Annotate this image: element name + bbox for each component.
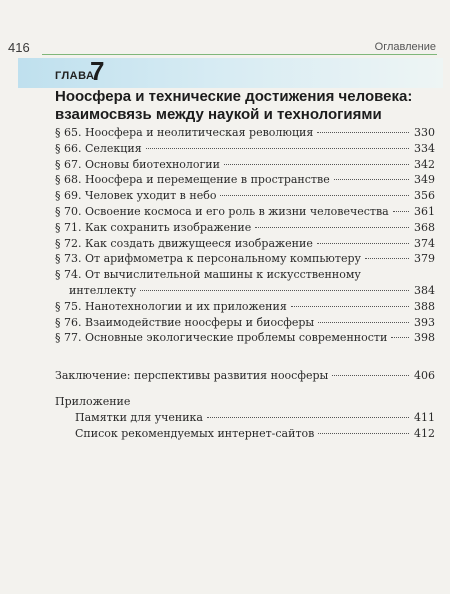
- toc-entry-label: § 71. Как сохранить изображение: [55, 220, 252, 234]
- appendix-title: Приложение: [55, 394, 131, 408]
- leader-dots: [140, 290, 409, 291]
- toc-entry-label: § 68. Ноосфера и перемещение в пространстве: [55, 173, 330, 187]
- toc-entry[interactable]: [55, 157, 435, 173]
- leader-dots: [318, 322, 409, 323]
- toc-entry[interactable]: [55, 410, 435, 426]
- leader-dots: [224, 164, 409, 165]
- leader-dots: [334, 179, 409, 180]
- chapter-label: ГЛАВА: [55, 70, 95, 82]
- toc-entry[interactable]: [55, 188, 435, 204]
- leader-dots: [317, 132, 409, 133]
- page-number: 416: [8, 40, 30, 55]
- leader-dots: [220, 195, 409, 196]
- toc-entry-page: 384: [414, 283, 435, 297]
- toc-conclusion[interactable]: [55, 368, 435, 384]
- toc-entry[interactable]: [55, 299, 435, 315]
- toc-entry[interactable]: [55, 220, 435, 236]
- toc-entry-page: 398: [414, 331, 435, 345]
- leader-dots: [365, 258, 409, 259]
- toc-entry[interactable]: [55, 172, 435, 188]
- toc-entry[interactable]: [55, 251, 435, 267]
- section-title: Оглавление: [374, 41, 436, 53]
- leader-dots: [332, 375, 409, 376]
- toc-entry[interactable]: [55, 141, 435, 157]
- toc-entry-page: 361: [414, 204, 435, 218]
- toc-entry-label: Памятки для ученика: [75, 410, 203, 424]
- toc-entry-label: Заключение: перспективы развития ноосферы: [55, 369, 329, 383]
- toc-entry-page: 379: [414, 252, 435, 266]
- leader-dots: [393, 211, 409, 212]
- toc-entry-page: 393: [414, 315, 435, 329]
- header-divider: [42, 54, 437, 55]
- toc-entry-label: § 73. От арифмометра к персональному компьютеру: [55, 252, 361, 266]
- leader-dots: [255, 227, 409, 228]
- toc-entry-page: 334: [414, 141, 435, 155]
- toc-entry-page: 412: [414, 426, 435, 440]
- toc-entry-page: 388: [414, 299, 435, 313]
- toc-entry-label: § 67. Основы биотехнологии: [55, 157, 220, 171]
- toc-entry-page: 342: [414, 157, 435, 171]
- toc-entry-label: § 75. Нанотехнологии и их приложения: [55, 299, 287, 313]
- toc-entry[interactable]: [55, 330, 435, 346]
- toc-entry-label: § 69. Человек уходит в небо: [55, 189, 217, 203]
- toc-entry-label: § 66. Селекция: [55, 141, 142, 155]
- leader-dots: [146, 148, 409, 149]
- leader-dots: [291, 306, 409, 307]
- toc-entry-label: Список рекомендуемых интернет-сайтов: [75, 426, 315, 440]
- toc-entry-label: § 65. Ноосфера и неолитическая революция: [55, 126, 314, 139]
- toc-entry-page: 330: [414, 126, 435, 139]
- chapter-title: [55, 88, 445, 124]
- toc-entry[interactable]: [55, 125, 435, 141]
- toc-entry[interactable]: [55, 236, 435, 252]
- table-of-contents: [55, 125, 435, 441]
- leader-dots: [391, 337, 409, 338]
- toc-entry-label: § 74. От вычислительной машины к искусственному: [55, 268, 361, 282]
- toc-entry[interactable]: [55, 315, 435, 331]
- toc-entry-label: § 72. Как создать движущееся изображение: [55, 236, 313, 250]
- page-header: [0, 0, 450, 55]
- toc-entry-page: 406: [414, 369, 435, 383]
- toc-entry-label-continued: интеллекту: [69, 283, 137, 297]
- toc-entry-page: 374: [414, 236, 435, 250]
- toc-entry-page: 411: [414, 410, 435, 424]
- toc-entry[interactable]: [55, 267, 435, 299]
- chapter-number: 7: [90, 56, 105, 86]
- toc-entry[interactable]: [55, 426, 435, 442]
- chapter-title-line-2: взаимосвязь между наукой и технологиями: [55, 106, 382, 123]
- toc-entry-label: § 76. Взаимодействие ноосферы и биосферы: [55, 315, 315, 329]
- leader-dots: [207, 417, 409, 418]
- toc-entry[interactable]: [55, 204, 435, 220]
- chapter-title-line-1: Ноосфера и технические достижения человека:: [55, 88, 413, 105]
- toc-entry-page: 349: [414, 173, 435, 187]
- toc-entry-page: 356: [414, 189, 435, 203]
- toc-entry-label: § 70. Освоение космоса и его роль в жизни человечества: [55, 204, 389, 218]
- leader-dots: [318, 433, 409, 434]
- leader-dots: [317, 243, 409, 244]
- toc-entry-label: § 77. Основные экологические проблемы современности: [55, 331, 388, 345]
- toc-entry-page: 368: [414, 220, 435, 234]
